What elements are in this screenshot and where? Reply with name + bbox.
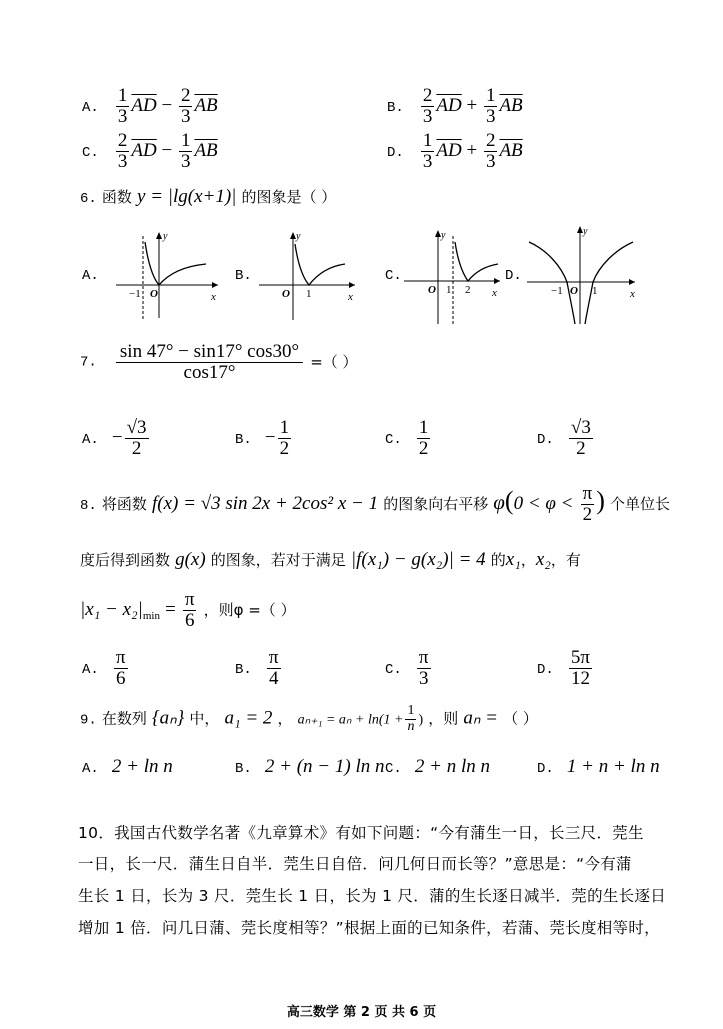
- q8-line2: 度后得到函数 g(x) 的图象，若对于满足 |f(x₁) − g(x₂)| = 4 的x₁，x₂，有: [80, 549, 581, 570]
- graph-d-x: x: [630, 288, 635, 300]
- graph-a-x: x: [211, 291, 216, 303]
- q8-option-c: C. $\frac{\pi}{3}$: [385, 647, 429, 689]
- graph-d-y: y: [583, 226, 588, 237]
- q7-numerator: sin 47° − sin17° cos30°: [116, 342, 303, 363]
- graph-b-x: x: [348, 291, 353, 303]
- q10-line-4: 增加 1 倍．问几日蒲、莞长度相等？”根据上面的已知条件，若蒲、莞长度相等时，: [78, 919, 660, 937]
- q9-option-d: D. 1 + n + ln n: [537, 756, 660, 777]
- graph-d-o: O: [570, 285, 578, 297]
- q10-line-2: 一日，长一尺．蒲生日自半．莞生日自倍．问几何日而长等？”意思是：“今有蒲: [78, 855, 632, 873]
- q5-option-a: A. $\frac{1}{3}$ $\overline{AD}$ − $\frac{2}{3}$ $\overline{AB}$: [82, 85, 218, 127]
- graph-a-y: y: [163, 231, 168, 242]
- graph-c: [402, 226, 502, 326]
- q7-option-a: A. − $\frac{√3}{2}$: [82, 417, 147, 459]
- q8-option-a: A. $\frac{\pi}{6}$: [82, 647, 126, 689]
- graph-b-o: O: [282, 288, 290, 300]
- graph-a-tick: −1: [129, 288, 141, 300]
- q5-option-c: C. $\frac{2}{3}$ $\overline{AD}$ − $\frac{1}{3}$ $\overline{AB}$: [82, 130, 218, 172]
- graph-d-tick2: 1: [592, 285, 598, 297]
- page-footer: 高三数学 第 2 页 共 6 页: [286, 1005, 437, 1020]
- q9-option-c: C. 2 + n ln n: [385, 756, 491, 777]
- graph-c-tick2: 2: [465, 284, 471, 296]
- graph-a: [110, 228, 222, 322]
- q9-stem: 9. 在数列 {aₙ} 中， a₁ = 2 ， aₙ₊₁ = aₙ + ln(1 + $\frac{1}{n}$ ) ，则 aₙ = （ ）: [80, 703, 538, 734]
- graph-c-x: x: [492, 287, 497, 299]
- q8-option-d: D. $\frac{5\pi}{12}$: [537, 647, 590, 689]
- q6-option-d-label: D.: [505, 268, 522, 284]
- q6-option-b-label: B.: [235, 268, 252, 284]
- graph-b-y: y: [296, 231, 301, 242]
- q6-option-c-label: C.: [385, 268, 402, 284]
- q6-option-a-label: A.: [82, 268, 99, 284]
- graph-c-tick1: 1: [446, 284, 452, 296]
- q9-option-a: A. 2 + ln n: [82, 756, 173, 777]
- option-label: A.: [82, 99, 99, 116]
- q7-option-c: C. $\frac{1}{2}$: [385, 417, 429, 459]
- q10-line-1: 10．我国古代数学名著《九章算术》有如下问题：“今有蒲生一日，长三尺．莞生: [78, 824, 644, 842]
- graph-b-tick: 1: [306, 288, 312, 300]
- q8-line1: 8. 将函数 f(x) = √3 sin 2x + 2cos² x − 1 的图象向右平移 φ(0 < φ < $\frac{\pi}{2}$ ) 个单位长: [80, 483, 670, 525]
- q8-line3: $|x_1 - x_2|_{min}$ = $\frac{\pi}{6}$ ，则φ =（ ）: [80, 589, 296, 631]
- graph-a-o: O: [150, 288, 158, 300]
- q7-denominator: cos17°: [183, 361, 236, 383]
- q7-option-b: B. − $\frac{1}{2}$: [235, 417, 290, 459]
- q5-option-b: B. $\frac{2}{3}$ $\overline{AD}$ + $\frac{1}{3}$ $\overline{AB}$: [387, 85, 523, 127]
- q10-line-3: 生长 1 日，长为 3 尺．莞生长 1 日，长为 1 尺．蒲的生长逐日减半．莞的生长逐日: [78, 887, 667, 905]
- q9-option-b: B. 2 + (n − 1) ln n: [235, 756, 385, 777]
- q8-option-b: B. $\frac{\pi}{4}$: [235, 647, 279, 689]
- q5-option-d: D. $\frac{1}{3}$ $\overline{AD}$ + $\frac{2}{3}$ $\overline{AB}$: [387, 130, 523, 172]
- graph-c-o: O: [428, 284, 436, 296]
- q6-stem: 6. 函数 y = |lg(x+1)| 的图象是（ ）: [80, 186, 337, 207]
- graph-b: [255, 228, 359, 322]
- q7-stem: 7. $\frac{\sin 47^\circ - \sin 17^\circ \cos 30^\circ}{\cos 17^\circ}$ =（ ）: [80, 341, 358, 383]
- graph-c-y: y: [441, 230, 446, 241]
- q7-option-d: D. $\frac{√3}{2}$: [537, 417, 591, 459]
- graph-d-tick1: −1: [551, 285, 563, 297]
- graph-d: [525, 224, 639, 326]
